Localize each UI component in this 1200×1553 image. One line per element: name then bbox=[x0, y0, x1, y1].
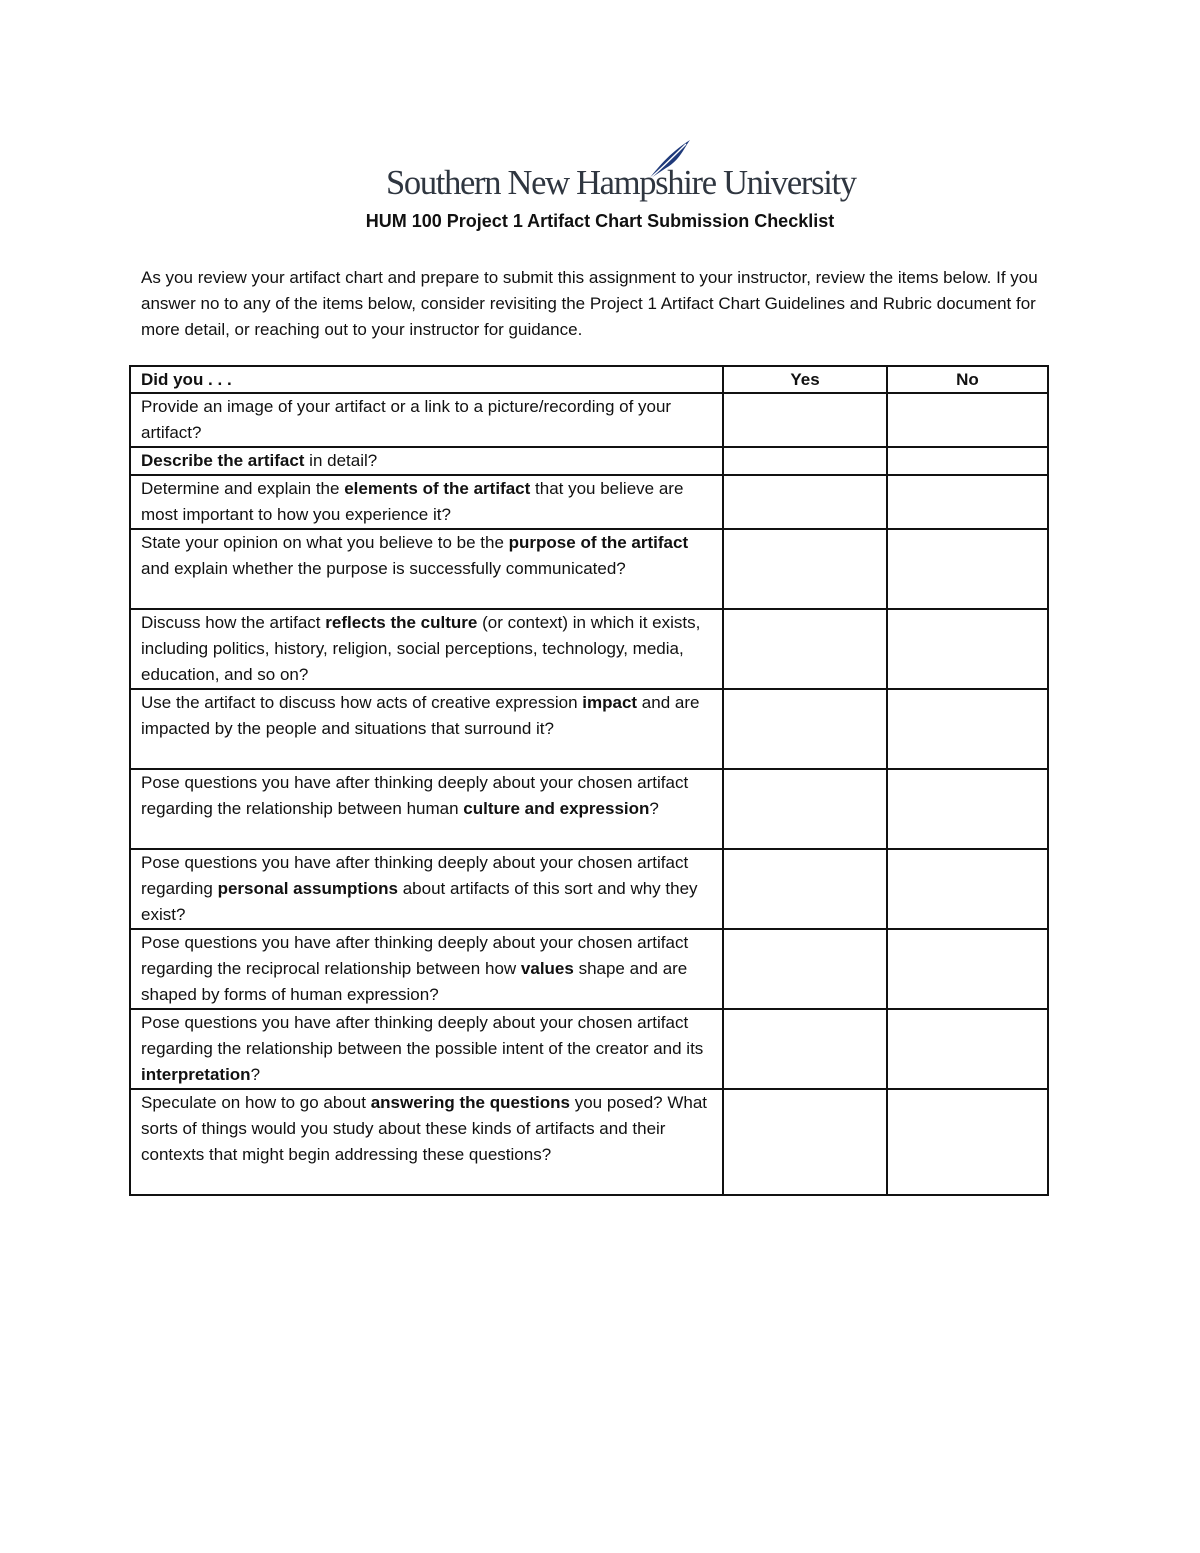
checklist-question bbox=[130, 769, 723, 849]
document-title: HUM 100 Project 1 Artifact Chart Submission Checklist bbox=[365, 211, 835, 231]
question-text: ? bbox=[250, 1065, 261, 1084]
checklist-question bbox=[130, 849, 723, 929]
question-text: shape and are shaped by forms of human expression? bbox=[141, 959, 688, 1004]
question-text: that you believe are most important to how you experience it? bbox=[141, 479, 684, 524]
yes-cell[interactable] bbox=[723, 929, 887, 1009]
no-cell[interactable] bbox=[887, 929, 1048, 1009]
checklist-question bbox=[130, 689, 723, 769]
header-yes: Yes bbox=[723, 366, 887, 393]
checklist-row bbox=[130, 769, 1048, 849]
yes-cell[interactable] bbox=[723, 1089, 887, 1195]
question-text: about artifacts of this sort and why they exist? bbox=[141, 879, 698, 924]
question-emphasis: interpretation bbox=[141, 1065, 251, 1084]
question-emphasis: culture and expression bbox=[463, 799, 650, 818]
question-text: Pose questions you have after thinking deeply about your chosen artifact regarding the reciprocal relationship between how bbox=[141, 933, 689, 978]
yes-cell[interactable] bbox=[723, 529, 887, 609]
checklist-question bbox=[130, 393, 723, 447]
question-emphasis: reflects the culture bbox=[325, 613, 478, 632]
checklist-question bbox=[130, 1009, 723, 1089]
no-cell[interactable] bbox=[887, 1089, 1048, 1195]
table-header-row bbox=[130, 366, 1048, 393]
checklist-row bbox=[130, 1009, 1048, 1089]
no-cell[interactable] bbox=[887, 1009, 1048, 1089]
no-cell[interactable] bbox=[887, 529, 1048, 609]
yes-cell[interactable] bbox=[723, 393, 887, 447]
no-cell[interactable] bbox=[887, 849, 1048, 929]
yes-cell[interactable] bbox=[723, 689, 887, 769]
checklist-question bbox=[130, 475, 723, 529]
checklist-question bbox=[130, 929, 723, 1009]
question-text: Discuss how the artifact bbox=[141, 613, 326, 632]
question-text: in detail? bbox=[304, 451, 378, 470]
checklist-question bbox=[130, 529, 723, 609]
no-cell[interactable] bbox=[887, 393, 1048, 447]
question-emphasis: elements of the artifact bbox=[344, 479, 531, 498]
question-emphasis: values bbox=[520, 959, 574, 978]
yes-cell[interactable] bbox=[723, 1009, 887, 1089]
question-text: Pose questions you have after thinking deeply about your chosen artifact regarding bbox=[141, 853, 689, 898]
no-cell[interactable] bbox=[887, 609, 1048, 689]
checklist-row bbox=[130, 849, 1048, 929]
yes-cell[interactable] bbox=[723, 447, 887, 475]
checklist-row bbox=[130, 929, 1048, 1009]
university-logo bbox=[386, 138, 856, 208]
no-cell[interactable] bbox=[887, 689, 1048, 769]
yes-cell[interactable] bbox=[723, 849, 887, 929]
question-emphasis: purpose of the artifact bbox=[508, 533, 689, 552]
question-text: Determine and explain the bbox=[141, 479, 345, 498]
checklist-question bbox=[130, 1089, 723, 1195]
checklist-row bbox=[130, 1089, 1048, 1195]
checklist-row bbox=[130, 529, 1048, 609]
checklist-body bbox=[130, 393, 1048, 1195]
no-cell[interactable] bbox=[887, 769, 1048, 849]
question-emphasis: personal assumptions bbox=[217, 879, 398, 898]
question-emphasis: Describe the artifact bbox=[141, 451, 305, 470]
yes-cell[interactable] bbox=[723, 475, 887, 529]
checklist-question bbox=[130, 447, 723, 475]
logo-wordmark: Southern New Hampshire University bbox=[386, 164, 856, 202]
checklist-row bbox=[130, 447, 1048, 475]
question-text: ? bbox=[649, 799, 659, 818]
header-no: No bbox=[887, 366, 1048, 393]
question-text: Use the artifact to discuss how acts of creative expression bbox=[141, 693, 583, 712]
question-emphasis: answering the questions bbox=[370, 1093, 570, 1112]
question-text: Provide an image of your artifact or a link to a picture/recording of your artifact? bbox=[141, 397, 672, 442]
header-did-you: Did you . . . bbox=[130, 366, 723, 393]
checklist-row bbox=[130, 609, 1048, 689]
question-text: Pose questions you have after thinking deeply about your chosen artifact regarding the relationship between human bbox=[141, 773, 689, 818]
checklist-row bbox=[130, 475, 1048, 529]
yes-cell[interactable] bbox=[723, 769, 887, 849]
no-cell[interactable] bbox=[887, 447, 1048, 475]
intro-paragraph: As you review your artifact chart and prepare to submit this assignment to your instructor, review the items below. If you answer no to any of the items below, consider revisiting the Project 1 Artifact Chart Guidelines and Rubric document for more detail, or reaching out to your instructor for guidance. bbox=[141, 268, 1038, 339]
checklist-row bbox=[130, 393, 1048, 447]
checklist-row bbox=[130, 689, 1048, 769]
no-cell[interactable] bbox=[887, 475, 1048, 529]
question-emphasis: impact bbox=[582, 693, 638, 712]
submission-checklist-table bbox=[129, 365, 1049, 1196]
question-text: Pose questions you have after thinking deeply about your chosen artifact regarding the relationship between the possible intent of the creator and its bbox=[141, 1013, 704, 1058]
question-text: (or context) in which it exists, including politics, history, religion, social perceptions, technology, media, education, and so on? bbox=[141, 613, 701, 684]
checklist-question bbox=[130, 609, 723, 689]
question-text: Speculate on how to go about bbox=[141, 1093, 371, 1112]
question-text: you posed? What sorts of things would you study about these kinds of artifacts and their contexts that might begin addressing these questions? bbox=[141, 1093, 708, 1164]
question-text: and explain whether the purpose is successfully communicated? bbox=[141, 559, 626, 578]
question-text: and are impacted by the people and situations that surround it? bbox=[141, 693, 700, 738]
yes-cell[interactable] bbox=[723, 609, 887, 689]
question-text: State your opinion on what you believe to be the bbox=[141, 533, 509, 552]
